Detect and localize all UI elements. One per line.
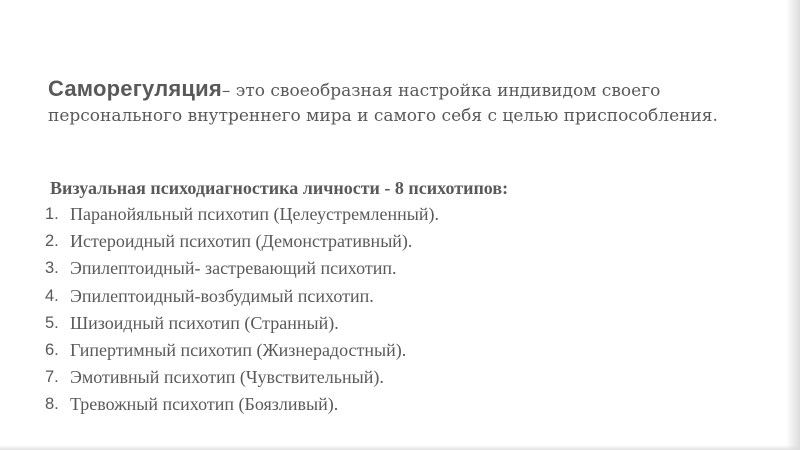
list-item-text: Эмотивный психотип (Чувствительный). bbox=[70, 367, 384, 388]
list-item-number: 8. bbox=[45, 395, 59, 414]
definition-text: – это своеобразная настройка индивидом своего персонального внутреннего мира и самого себя с целью приспособления. bbox=[48, 81, 718, 126]
list-item-number: 6. bbox=[45, 340, 59, 359]
list-item-text: Тревожный психотип (Боязливый). bbox=[70, 394, 339, 415]
list-item-text: Эпилептоидный-возбудимый психотип. bbox=[70, 285, 374, 306]
list-item-text: Эпилептоидный- застревающий психотип. bbox=[70, 258, 397, 279]
list-item-text: Гипертимный психотип (Жизнерадостный). bbox=[70, 339, 407, 360]
list-item-text: Паранойяльный психотип (Целеустремленный). bbox=[70, 204, 439, 224]
list-item-number: 7. bbox=[45, 368, 59, 387]
list-item-number: 3. bbox=[45, 259, 59, 278]
slide-right-shadow bbox=[786, 0, 800, 450]
slide-bottom-shadow bbox=[0, 445, 800, 450]
list-item-text: Истероидный психотип (Демонстративный). bbox=[70, 231, 413, 252]
list-title: Визуальная психодиагностика личности - 8 психотипов: bbox=[50, 178, 509, 198]
list-item-number: 2. bbox=[45, 232, 59, 251]
list-item-number: 5. bbox=[45, 313, 59, 332]
definition-term: Саморегуляция bbox=[48, 76, 222, 101]
list-item-number: 4. bbox=[45, 286, 59, 305]
definition-paragraph bbox=[48, 76, 768, 129]
list-item-number: 1. bbox=[45, 205, 59, 223]
list-item-text: Шизоидный психотип (Странный). bbox=[70, 312, 339, 333]
